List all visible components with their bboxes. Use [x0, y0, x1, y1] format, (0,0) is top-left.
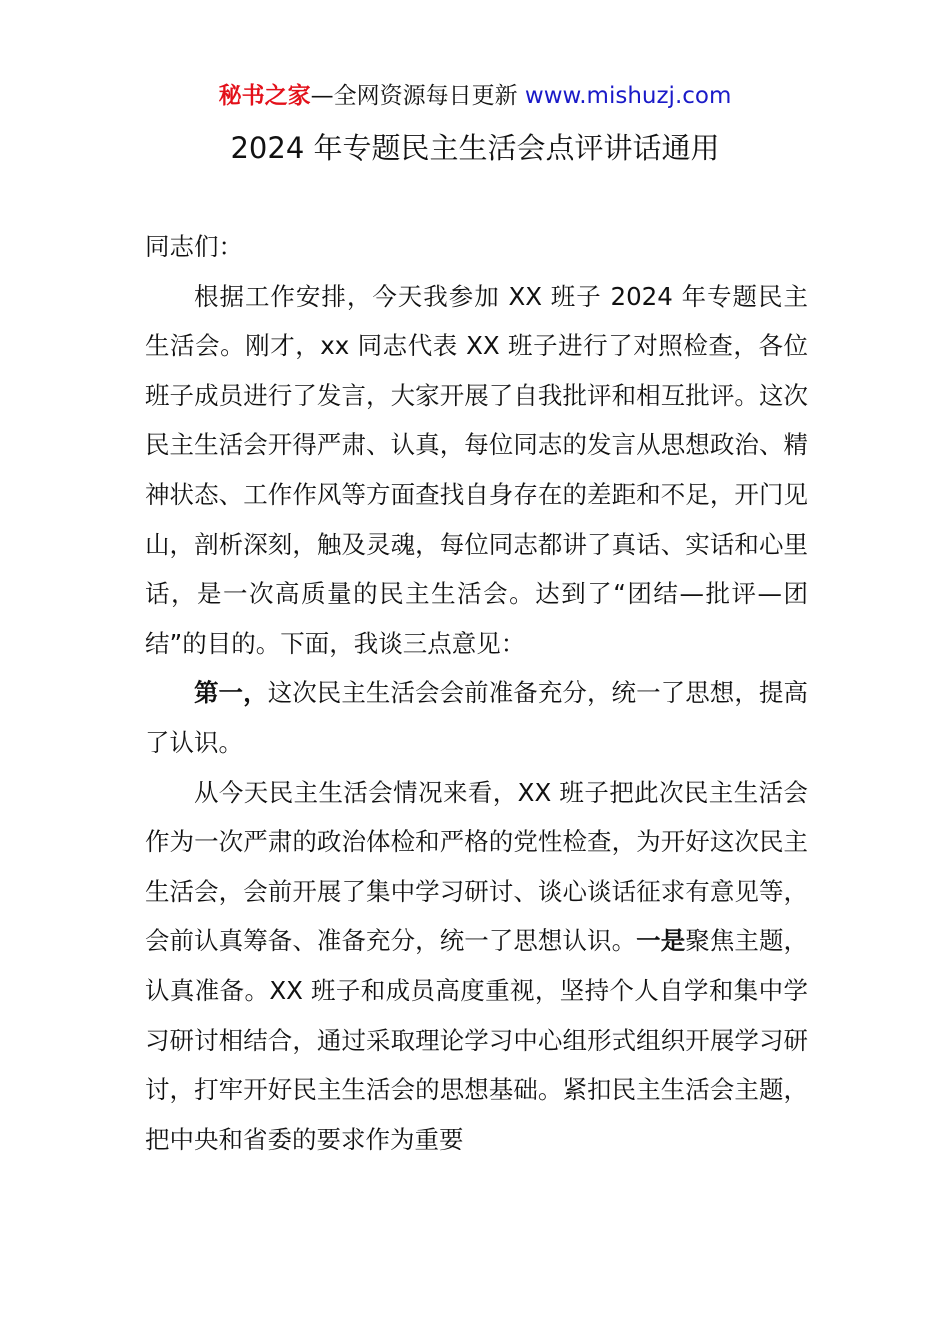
header-tagline: —全网资源每日更新 — [310, 83, 525, 109]
item-one-text: 聚焦主题，认真准备。XX 班子和成员高度重视，坚持个人自学和集中学习研讨相结合，通过采取理论学习中心组形式组织开展学习研讨，打牢开好民主生活会的思想基础。紧扣民主生活会主题，把中央和省委的要求作为重要 — [145, 926, 809, 1154]
point-one-lead: 第一， — [194, 678, 268, 708]
brand-name: 秘书之家 — [218, 83, 311, 109]
paragraph: 根据工作安排，今天我参加 XX 班子 2024 年专题民主生活会。刚才，xx 同志代表 XX 班子进行了对照检查，各位班子成员进行了发言，大家开展了自我批评和相互批评。这次民主生活会开得严肃、认真，每位同志的发言从思想政治、精神状态、工作作风等方面查找自身存在的差距和不足，开门见山，剖析深刻，触及灵魂，每位同志都讲了真话、实话和心里话，是一次高质量的民主生活会。达到了“团结—批评—团结”的目的。下面，我谈三点意见： — [145, 281, 808, 658]
greeting: 同志们： — [145, 232, 243, 261]
site-header — [0, 80, 950, 112]
document-title: 2024 年专题民主生活会点评讲话通用 — [230, 131, 720, 165]
document-body — [145, 222, 808, 1164]
paragraph — [145, 768, 808, 1165]
point-one-heading — [145, 668, 808, 767]
paragraph-text: 从今天民主生活会情况来看，XX 班子把此次民主生活会作为一次严肃的政治体检和严格的党性检查，为开好这次民主生活会，会前开展了集中学习研讨、谈心谈话征求有意见等，会前认真筹备、准备充分，统一了思想认识。 — [145, 777, 808, 956]
item-one-lead: 一是 — [636, 926, 686, 956]
point-one-text: 这次民主生活会会前准备充分，统一了思想，提高了认识。 — [145, 678, 808, 757]
site-url[interactable]: www.mishuzj.com — [524, 83, 732, 109]
